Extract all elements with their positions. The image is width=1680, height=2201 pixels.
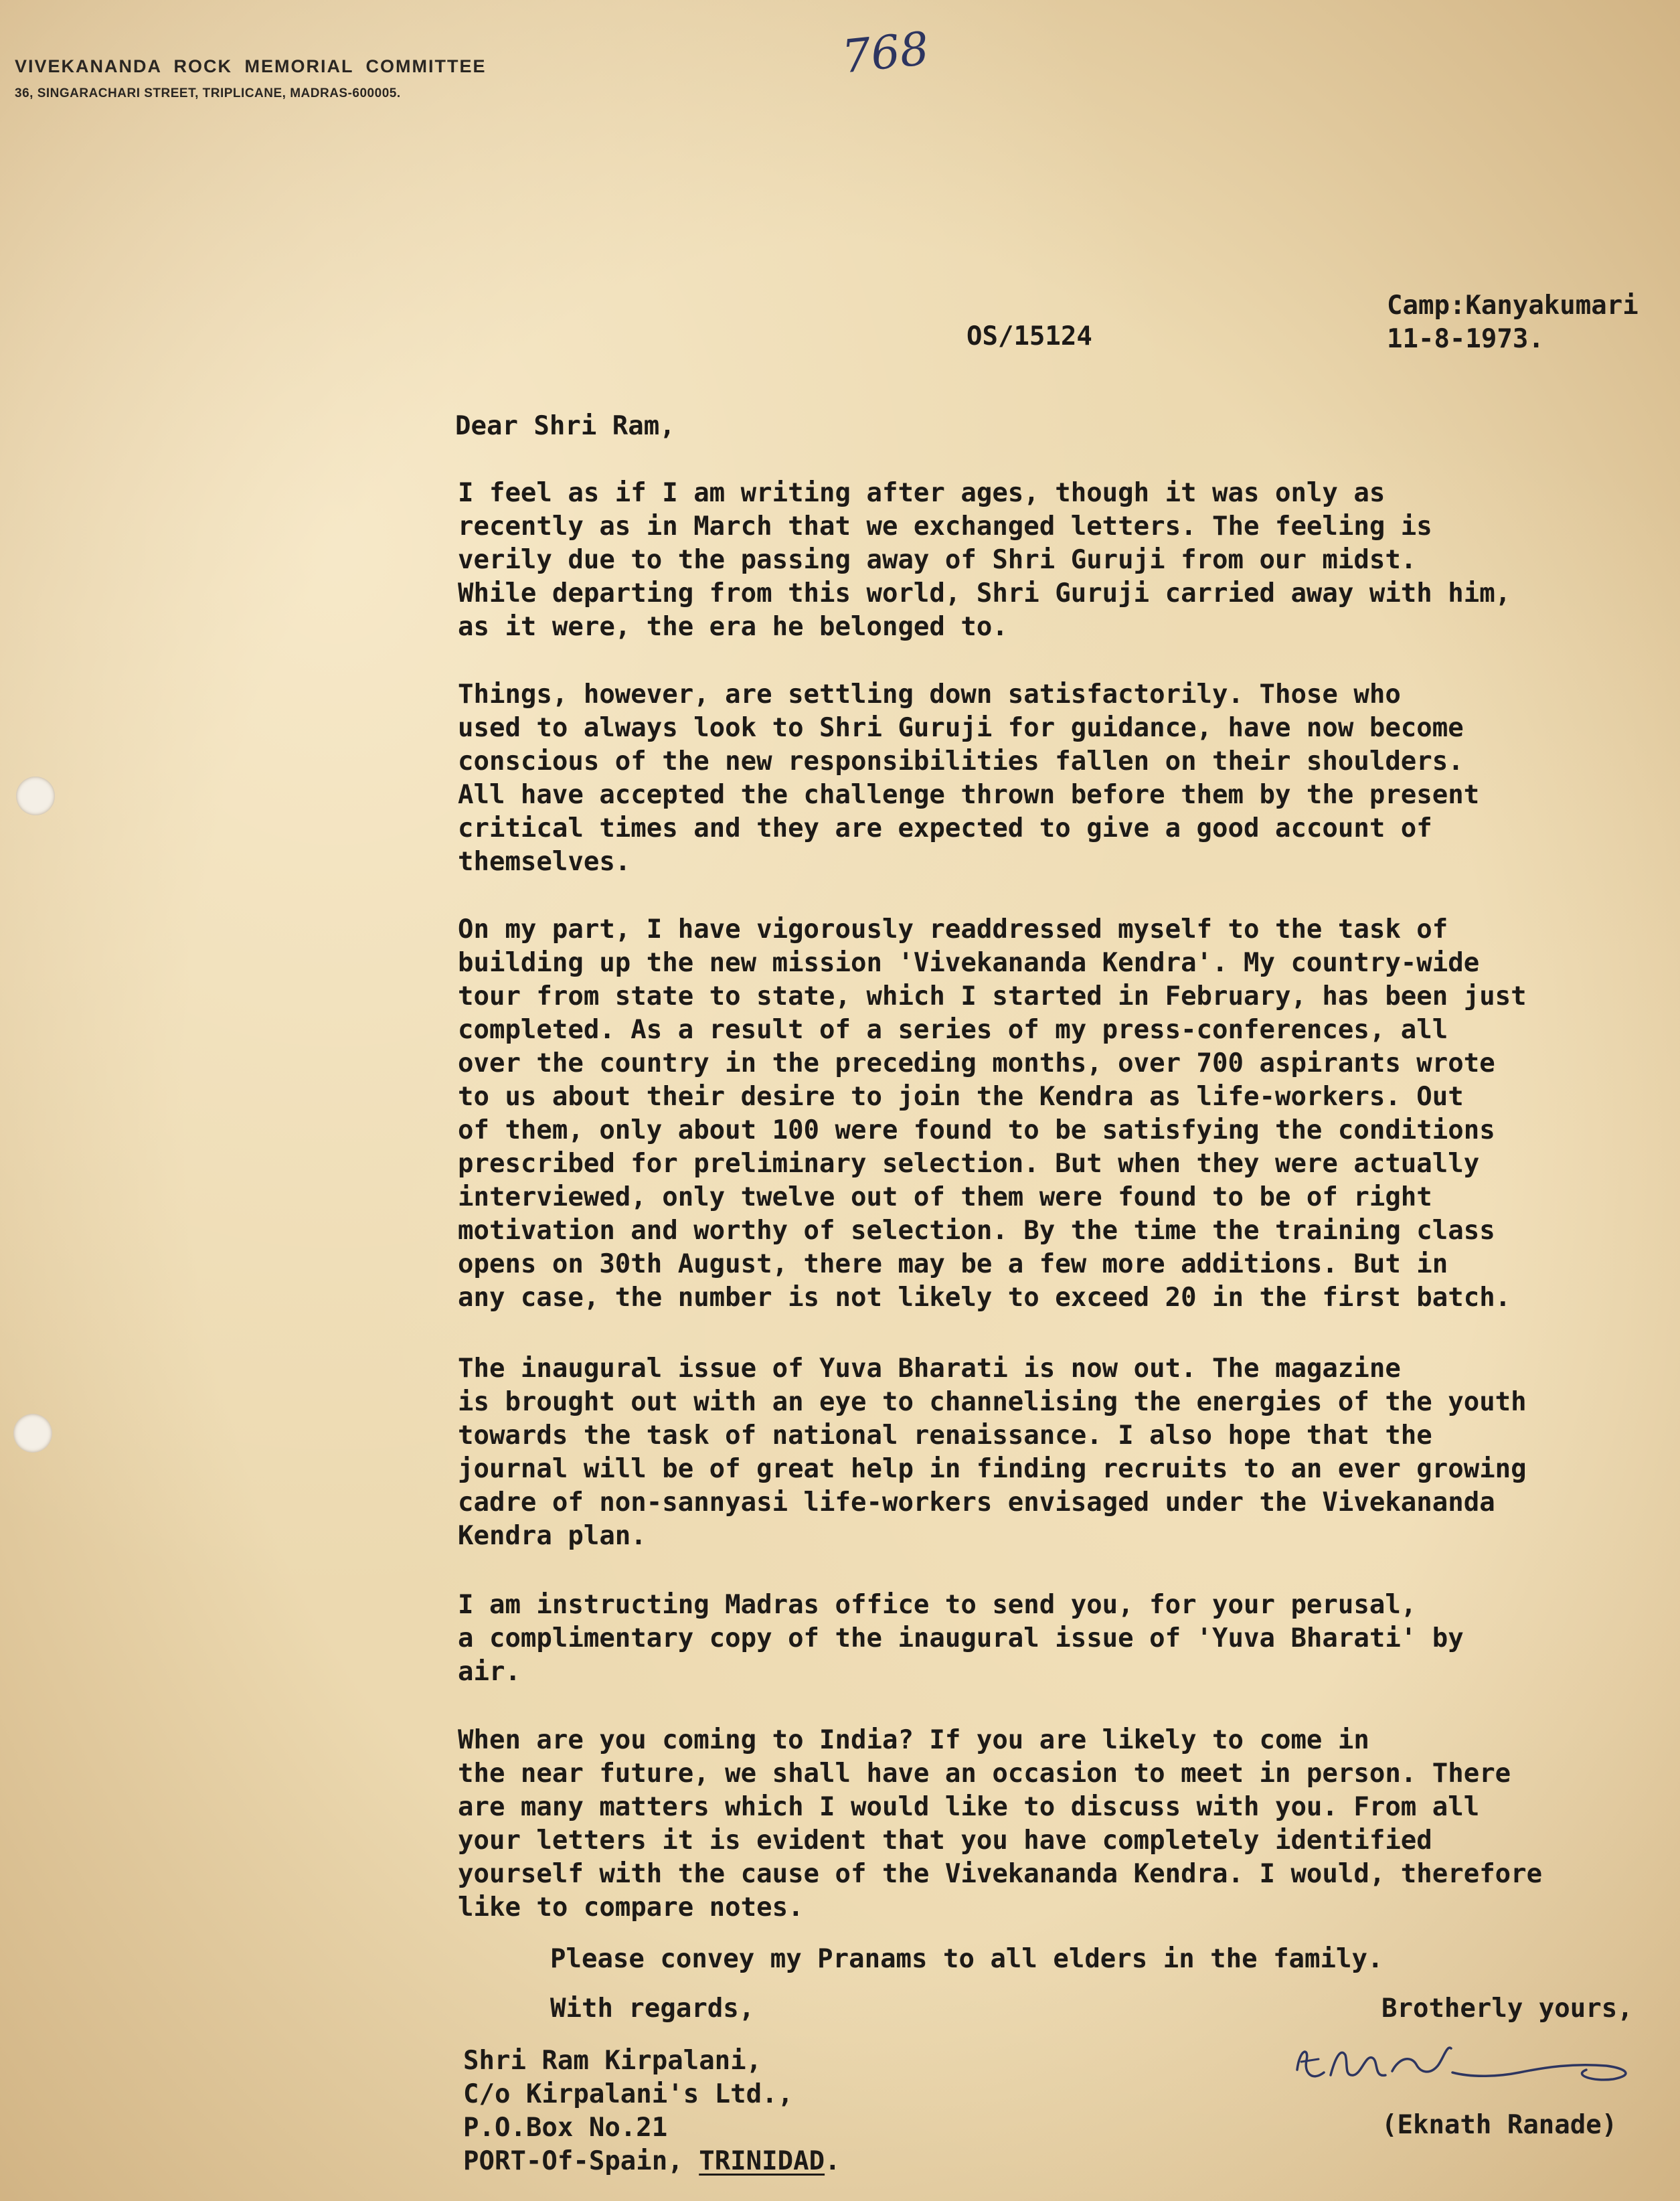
paragraph-line: journal will be of great help in finding recruits to an ever growing bbox=[458, 1454, 1527, 1484]
paragraph-line: a complimentary copy of the inaugural issue of 'Yuva Bharati' by bbox=[458, 1623, 1464, 1653]
paragraph bbox=[458, 913, 1527, 1315]
paragraph-line: air. bbox=[458, 1657, 521, 1687]
paragraph bbox=[458, 1352, 1527, 1553]
paragraph-line: While departing from this world, Shri Guruji carried away with him, bbox=[458, 578, 1511, 608]
closing: Brotherly yours, bbox=[1381, 1993, 1633, 2024]
paragraph-line: recently as in March that we exchanged letters. The feeling is bbox=[458, 511, 1432, 542]
paragraph-line: critical times and they are expected to give a good account of bbox=[458, 813, 1432, 843]
paragraph-line: When are you coming to India? If you are likely to come in bbox=[458, 1725, 1369, 1755]
paragraph bbox=[458, 1724, 1542, 1925]
paragraph bbox=[458, 477, 1511, 644]
punch-hole bbox=[13, 1414, 52, 1453]
paragraph-line: themselves. bbox=[458, 847, 631, 877]
paragraph-line: Things, however, are settling down satisfactorily. Those who bbox=[458, 679, 1401, 710]
paragraph-line: Kendra plan. bbox=[458, 1521, 647, 1551]
paragraph-line: cadre of non-sannyasi life-workers envisaged under the Vivekananda bbox=[458, 1487, 1495, 1518]
paragraph-line: I am instructing Madras office to send you, for your perusal, bbox=[458, 1590, 1417, 1620]
paragraph-line: your letters it is evident that you have completely identified bbox=[458, 1825, 1432, 1856]
letterhead-address: 36, SINGARACHARI STREET, TRIPLICANE, MADRAS-600005. bbox=[15, 86, 401, 100]
paragraph-line: interviewed, only twelve out of them were found to be of right bbox=[458, 1182, 1432, 1212]
paragraph-line: motivation and worthy of selection. By the time the training class bbox=[458, 1216, 1495, 1246]
recipient-po-box: P.O.Box No.21 bbox=[463, 2113, 668, 2143]
letterhead bbox=[15, 56, 487, 101]
paragraph-line: opens on 30th August, there may be a few more additions. But in bbox=[458, 1249, 1448, 1279]
paragraph-line: yourself with the cause of the Vivekananda Kendra. I would, therefore bbox=[458, 1859, 1543, 1889]
pranams-line: Please convey my Pranams to all elders in the family. bbox=[550, 1944, 1383, 1974]
recipient-country: TRINIDAD bbox=[699, 2146, 825, 2176]
handwritten-file-number: 768 bbox=[839, 22, 932, 84]
paragraph-line: the near future, we shall have an occasion to meet in person. There bbox=[458, 1759, 1511, 1789]
paragraph-line: building up the new mission 'Vivekananda Kendra'. My country-wide bbox=[458, 948, 1480, 978]
signatory-name: (Eknath Ranade) bbox=[1381, 2110, 1618, 2140]
recipient-company: C/o Kirpalani's Ltd., bbox=[463, 2079, 794, 2109]
punch-hole bbox=[16, 777, 55, 815]
paragraph bbox=[458, 678, 1479, 879]
reference-number: OS/15124 bbox=[967, 321, 1092, 351]
letterhead-organization: VIVEKANANDA ROCK MEMORIAL COMMITTEE bbox=[15, 56, 487, 76]
paragraph-line: is brought out with an eye to channelising the energies of the youth bbox=[458, 1387, 1527, 1417]
letter-date: 11-8-1973. bbox=[1387, 324, 1544, 354]
paragraph-line: I feel as if I am writing after ages, though it was only as bbox=[458, 478, 1385, 508]
paragraph-line: verily due to the passing away of Shri Guruji from our midst. bbox=[458, 545, 1417, 575]
paragraph-line: of them, only about 100 were found to be satisfying the conditions bbox=[458, 1115, 1495, 1145]
paragraph-line: All have accepted the challenge thrown before them by the present bbox=[458, 780, 1480, 810]
paragraph-line: tour from state to state, which I started in February, has been just bbox=[458, 981, 1527, 1011]
period-mark: . bbox=[825, 2146, 841, 2176]
recipient-city-line bbox=[463, 2145, 841, 2178]
paragraph-line: prescribed for preliminary selection. But when they were actually bbox=[458, 1149, 1480, 1179]
recipient-name: Shri Ram Kirpalani, bbox=[463, 2046, 762, 2076]
salutation: Dear Shri Ram, bbox=[455, 411, 675, 441]
recipient-address bbox=[463, 2044, 841, 2178]
with-regards: With regards, bbox=[550, 1993, 755, 2024]
paragraph-line: On my part, I have vigorously readdressed myself to the task of bbox=[458, 914, 1448, 945]
camp-location: Camp:Kanyakumari bbox=[1387, 291, 1639, 321]
paragraph-line: The inaugural issue of Yuva Bharati is now out. The magazine bbox=[458, 1354, 1401, 1384]
recipient-city: PORT-Of-Spain, bbox=[463, 2146, 683, 2176]
paragraph-line: towards the task of national renaissance. I also hope that the bbox=[458, 1420, 1432, 1451]
paragraph-line: conscious of the new responsibilities fallen on their shoulders. bbox=[458, 746, 1464, 777]
paragraph-line: to us about their desire to join the Kendra as life-workers. Out bbox=[458, 1082, 1464, 1112]
paragraph-line: completed. As a result of a series of my press-conferences, all bbox=[458, 1015, 1448, 1045]
paragraph-line: are many matters which I would like to discuss with you. From all bbox=[458, 1792, 1480, 1822]
paragraph-line: used to always look to Shri Guruji for guidance, have now become bbox=[458, 713, 1464, 743]
paragraph-line: as it were, the era he belonged to. bbox=[458, 612, 1008, 642]
signature bbox=[1292, 2028, 1640, 2102]
paragraph-line: any case, the number is not likely to exceed 20 in the first batch. bbox=[458, 1283, 1511, 1313]
paragraph-line: like to compare notes. bbox=[458, 1892, 804, 1923]
paragraph-line: over the country in the preceding months, over 700 aspirants wrote bbox=[458, 1048, 1495, 1078]
paragraph bbox=[458, 1588, 1464, 1689]
